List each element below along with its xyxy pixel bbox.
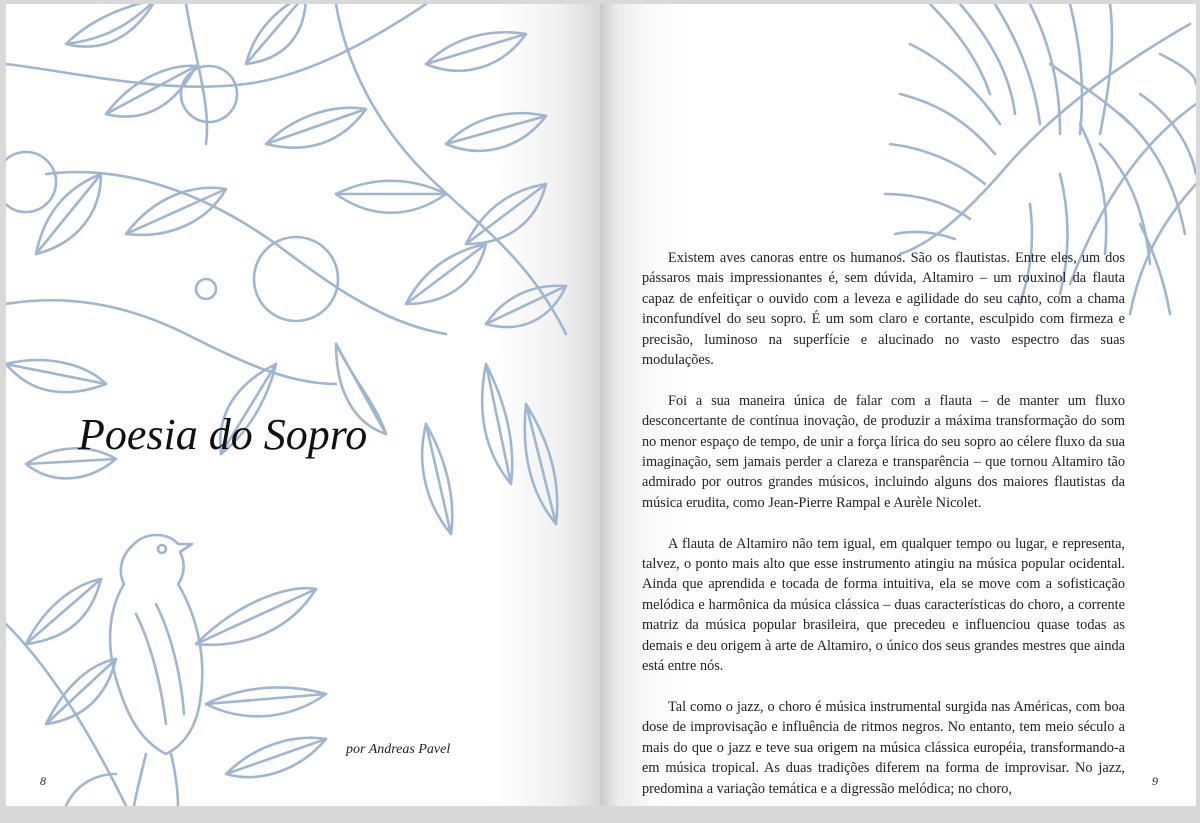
page-number-left: 8 — [40, 774, 46, 788]
author-byline: por Andreas Pavel — [346, 742, 451, 757]
article-body — [642, 248, 1125, 806]
left-page — [6, 4, 600, 806]
paragraph: Existem aves canoras entre os humanos. São os flautistas. Entre eles, um dos pássaros mais impressionantes é, sem dúvida, Altamiro – um rouxinol da flauta capaz de enfeitiçar o ouvido com a leveza e agilidade do seu canto, com a chama inconfundível do seu sopro. É um som claro e cortante, esculpido com firmeza e precisão, luminoso na superfície e alucinado no vasto espectro das suas modulações. — [642, 250, 1125, 369]
article-title: Poesia do Sopro — [78, 410, 368, 459]
paragraph: Tal como o jazz, o choro é música instrumental surgida nas Américas, com boa dose de improvisação e influência de ritmos negros. No entanto, tem meio século a mais do que o jazz e teve sua origem na música clássica européia, transformando-a em música tropical. As duas tradições diferem na forma de improvisar. No jazz, predomina a variação temática e a digressão melódica; no choro, — [642, 698, 1125, 797]
paragraph: Foi a sua maneira única de falar com a flauta – de manter um fluxo desconcertante de contínua inovação, de produzir a máxima transformação do som no menor espaço de tempo, de unir a força lírica do seu sopro ao célere fluxo da sua imaginação, sem jamais perder a clareza e transparência – que tornou Altamiro tão admirado por outros grandes músicos, incluindo alguns dos maiores flautistas da música erudita, como Jean-Pierre Rampal e Aurèle Nicolet. — [642, 392, 1125, 511]
right-page — [600, 4, 1196, 806]
page-number-right: 9 — [1152, 774, 1158, 788]
paragraph: A flauta de Altamiro não tem igual, em qualquer tempo ou lugar, e representa, talvez, o ponto mais alto que esse instrumento atingiu na música popular ocidental. Ainda que aprendida e tocada de forma intuitiva, ela se move com a sofisticação melódica e harmônica da música clássica – duas características do choro, a corrente matriz da música popular brasileira, que precedeu e influenciou quase todas as demais e deu origem à arte de Altamiro, o único dos seus grandes mestres que ainda está entre nós. — [642, 535, 1125, 675]
botanical-illustration — [6, 4, 600, 806]
